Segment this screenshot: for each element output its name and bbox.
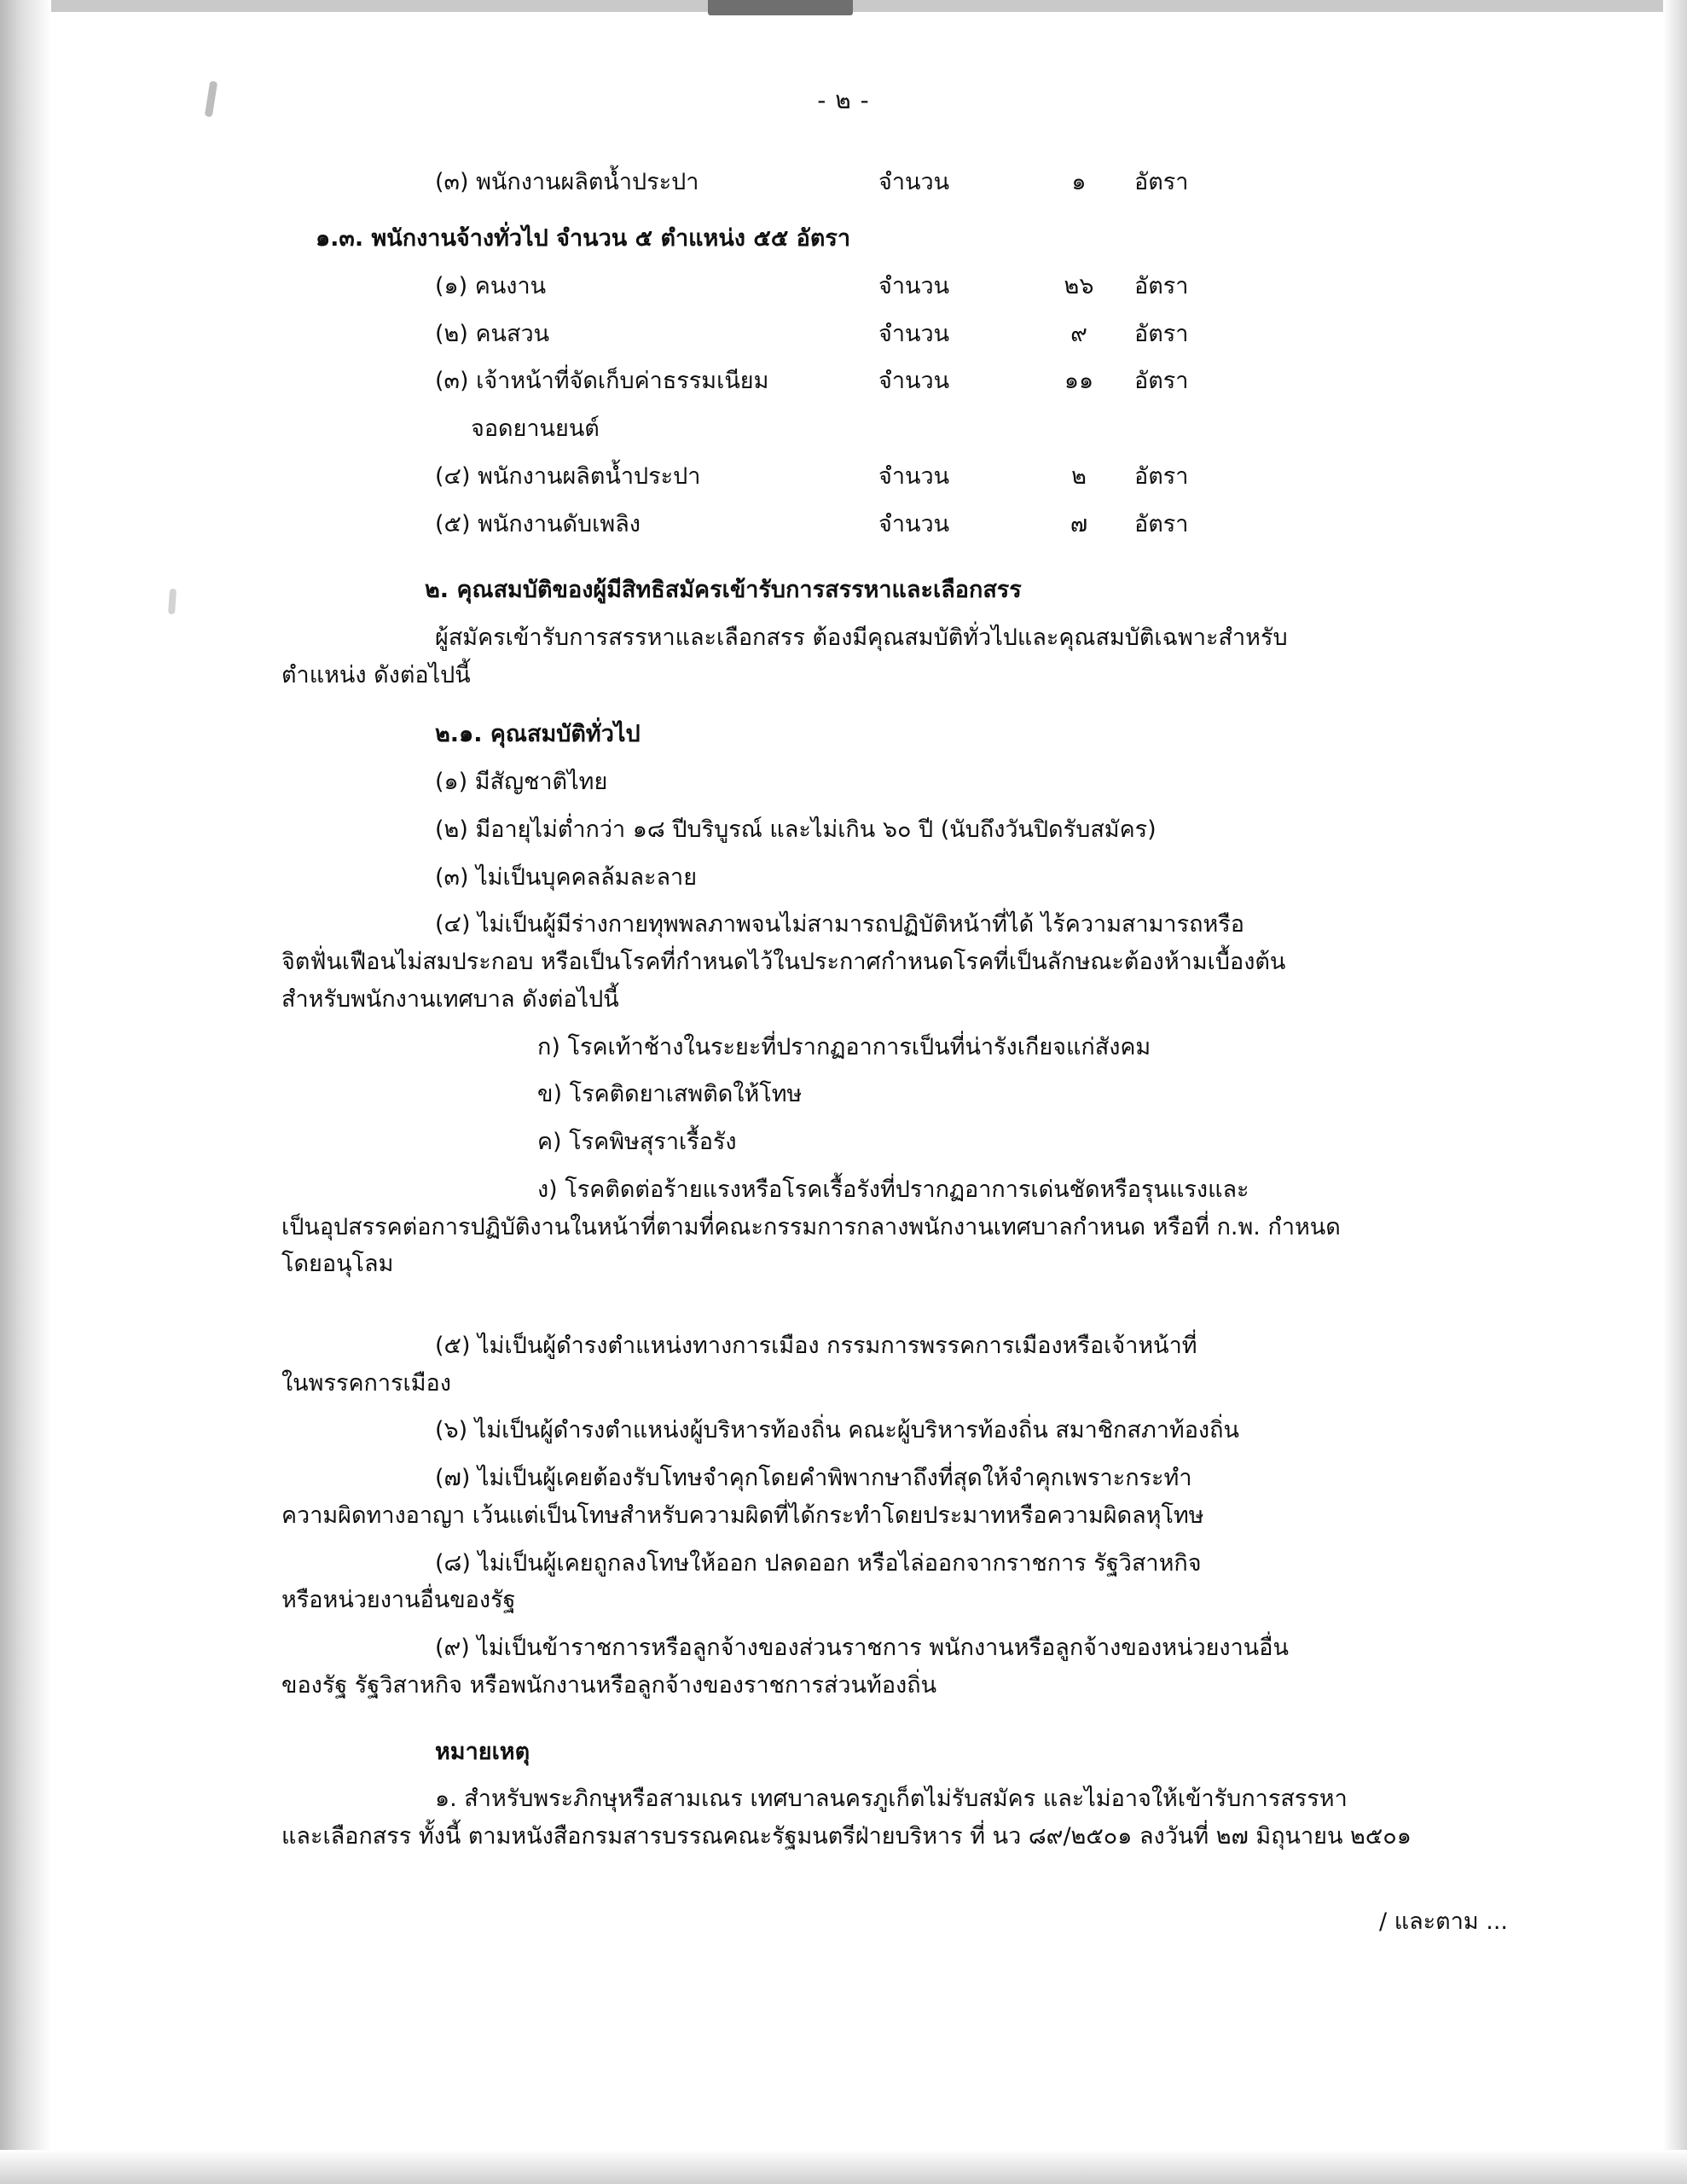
amount-value: ๑ (1071, 169, 1087, 196)
amount-value: ๑๑ (1064, 368, 1094, 395)
qualification-item-4-line-2: จิตฟั่นเฟือนไม่สมประกอบ หรือเป็นโรคที่กำหนดไว้ในประกาศกำหนดโรคที่เป็นลักษณะต้องห้ามเบื้องต้น (281, 949, 1286, 976)
qualification-item-9 (281, 1629, 1559, 1704)
disease-item-d-line-1: ง) โรคติดต่อร้ายแรงหรือโรคเรื้อรังที่ปรากฏอาการเด่นชัดหรือรุนแรงและ (537, 1176, 1249, 1203)
qualification-item-6: (๖) ไม่เป็นผู้ดำรงตำแหน่งผู้บริหารท้องถิ่น คณะผู้บริหารท้องถิ่น สมาชิกสภาท้องถิ่น (435, 1417, 1239, 1444)
amount-unit: อัตรา (1134, 169, 1189, 196)
qualification-item-7-line-2: ความผิดทางอาญา เว้นแต่เป็นโทษสำหรับความผิดที่ได้กระทำโดยประมาทหรือความผิดลหุโทษ (281, 1502, 1204, 1529)
position-label-continuation: จอดยานยนต์ (471, 415, 600, 443)
position-label: (๔) พนักงานผลิตน้ำประปา (435, 462, 701, 490)
amount-word: จำนวน (878, 510, 950, 537)
page-footer-continuation: / และตาม ... (1379, 1908, 1508, 1935)
amount-word: จำนวน (878, 462, 950, 490)
qualification-item-4 (281, 906, 1559, 1018)
qualification-item-9-line-1: (๙) ไม่เป็นข้าราชการหรือลูกจ้างของส่วนราชการ พนักงานหรือลูกจ้างของหน่วยงานอื่น (435, 1635, 1289, 1662)
disease-item-c: ค) โรคพิษสุราเรื้อรัง (537, 1129, 737, 1156)
qualification-item-4-line-3: สำหรับพนักงานเทศบาล ดังต่อไปนี้ (281, 985, 619, 1013)
table-row (281, 164, 1559, 201)
qualification-item-9-line-2: ของรัฐ รัฐวิสาหกิจ หรือพนักงานหรือลูกจ้างของราชการส่วนท้องถิ่น (281, 1671, 937, 1699)
disease-item-d-line-3: โดยอนุโลม (281, 1251, 394, 1278)
qualification-item-7-line-1: (๗) ไม่เป็นผู้เคยต้องรับโทษจำคุกโดยคำพิพากษาถึงที่สุดให้จำคุกเพราะกระทำ (435, 1465, 1192, 1492)
remark-heading: หมายเหตุ (435, 1738, 530, 1765)
table-row (281, 268, 1559, 305)
section-heading-1-3: ๑.๓. พนักงานจ้างทั่วไป จำนวน ๕ ตำแหน่ง ๕๕ อัตรา (316, 225, 851, 253)
section-heading-2-1: ๒.๑. คุณสมบัติทั่วไป (435, 721, 641, 748)
disease-item-a: ก) โรคเท้าช้างในระยะที่ปรากฏอาการเป็นที่น่ารังเกียจแก่สังคม (537, 1033, 1151, 1060)
amount-unit: อัตรา (1134, 462, 1189, 490)
amount-unit: อัตรา (1134, 320, 1189, 347)
table-row (281, 506, 1559, 543)
section-heading-2: ๒. คุณสมบัติของผู้มีสิทธิสมัครเข้ารับการสรรหาและเลือกสรร (425, 577, 1022, 604)
qualification-item-8-line-1: (๘) ไม่เป็นผู้เคยถูกลงโทษให้ออก ปลดออก หรือไล่ออกจากราชการ รัฐวิสาหกิจ (435, 1549, 1202, 1577)
position-label: (๓) เจ้าหน้าที่จัดเก็บค่าธรรมเนียม (435, 368, 769, 395)
qualification-item-8-line-2: หรือหน่วยงานอื่นของรัฐ (281, 1587, 516, 1614)
table-row-continuation (281, 410, 1559, 448)
position-label: (๒) คนสวน (435, 320, 550, 347)
section-2-intro (281, 619, 1559, 694)
amount-unit: อัตรา (1134, 368, 1189, 395)
position-label: (๑) คนงาน (435, 272, 547, 299)
amount-value: ๒ (1071, 462, 1087, 490)
paragraph-spacer (281, 1283, 1559, 1317)
table-row (281, 316, 1559, 353)
amount-word: จำนวน (878, 272, 950, 299)
amount-value: ๒๖ (1064, 272, 1094, 299)
qualification-item-2: (๒) มีอายุไม่ต่ำกว่า ๑๘ ปีบริบูรณ์ และไม่เกิน ๖๐ ปี (นับถึงวันปิดรับสมัคร) (435, 816, 1157, 843)
position-label: (๕) พนักงานดับเพลิง (435, 510, 641, 537)
amount-value: ๙ (1070, 320, 1087, 347)
page-number: - ๒ - (817, 86, 870, 114)
remark-item-1 (281, 1780, 1559, 1855)
disease-item-b: ข) โรคติดยาเสพติดให้โทษ (537, 1081, 803, 1108)
qualification-item-5 (281, 1327, 1559, 1402)
intro-line-2: ตำแหน่ง ดังต่อไปนี้ (281, 661, 471, 688)
amount-word: จำนวน (878, 169, 950, 196)
qualification-item-7 (281, 1460, 1559, 1534)
qualification-item-5-line-2: ในพรรคการเมือง (281, 1369, 451, 1397)
amount-unit: อัตรา (1134, 272, 1189, 299)
qualification-item-5-line-1: (๕) ไม่เป็นผู้ดำรงตำแหน่งทางการเมือง กรรมการพรรคการเมืองหรือเจ้าหน้าที่ (435, 1332, 1197, 1359)
table-row (281, 363, 1559, 400)
table-row (281, 458, 1559, 496)
intro-line-1: ผู้สมัครเข้ารับการสรรหาและเลือกสรร ต้องมีคุณสมบัติทั่วไปและคุณสมบัติเฉพาะสำหรับ (435, 624, 1288, 651)
disease-item-d (281, 1171, 1559, 1283)
amount-word: จำนวน (878, 368, 950, 395)
qualification-item-8 (281, 1545, 1559, 1619)
amount-unit: อัตรา (1134, 510, 1189, 537)
remark-item-1-line-1: ๑. สำหรับพระภิกษุหรือสามเณร เทศบาลนครภูเก็ตไม่รับสมัคร และไม่อาจให้เข้ารับการสรรหา (435, 1786, 1348, 1813)
document-body (281, 164, 1559, 1940)
qualification-item-4-line-1: (๔) ไม่เป็นผู้มีร่างกายทุพพลภาพจนไม่สามารถปฏิบัติหน้าที่ได้ ไร้ความสามารถหรือ (435, 911, 1244, 938)
amount-word: จำนวน (878, 320, 950, 347)
amount-value: ๗ (1070, 510, 1088, 537)
disease-item-d-line-2: เป็นอุปสรรคต่อการปฏิบัติงานในหน้าที่ตามที่คณะกรรมการกลางพนักงานเทศบาลกำหนด หรือที่ ก.พ. กำหนด (281, 1213, 1341, 1240)
remark-item-1-line-2: และเลือกสรร ทั้งนี้ ตามหนังสือกรมสารบรรณคณะรัฐมนตรีฝ่ายบริหาร ที่ นว ๘๙/๒๕๐๑ ลงวันที่ ๒๗ มิถุนายน ๒๕๐๑ (281, 1823, 1412, 1850)
qualification-item-3: (๓) ไม่เป็นบุคคลล้มละลาย (435, 863, 698, 891)
position-label: (๓) พนักงานผลิตน้ำประปา (435, 169, 699, 196)
qualification-item-1: (๑) มีสัญชาติไทย (435, 769, 608, 796)
